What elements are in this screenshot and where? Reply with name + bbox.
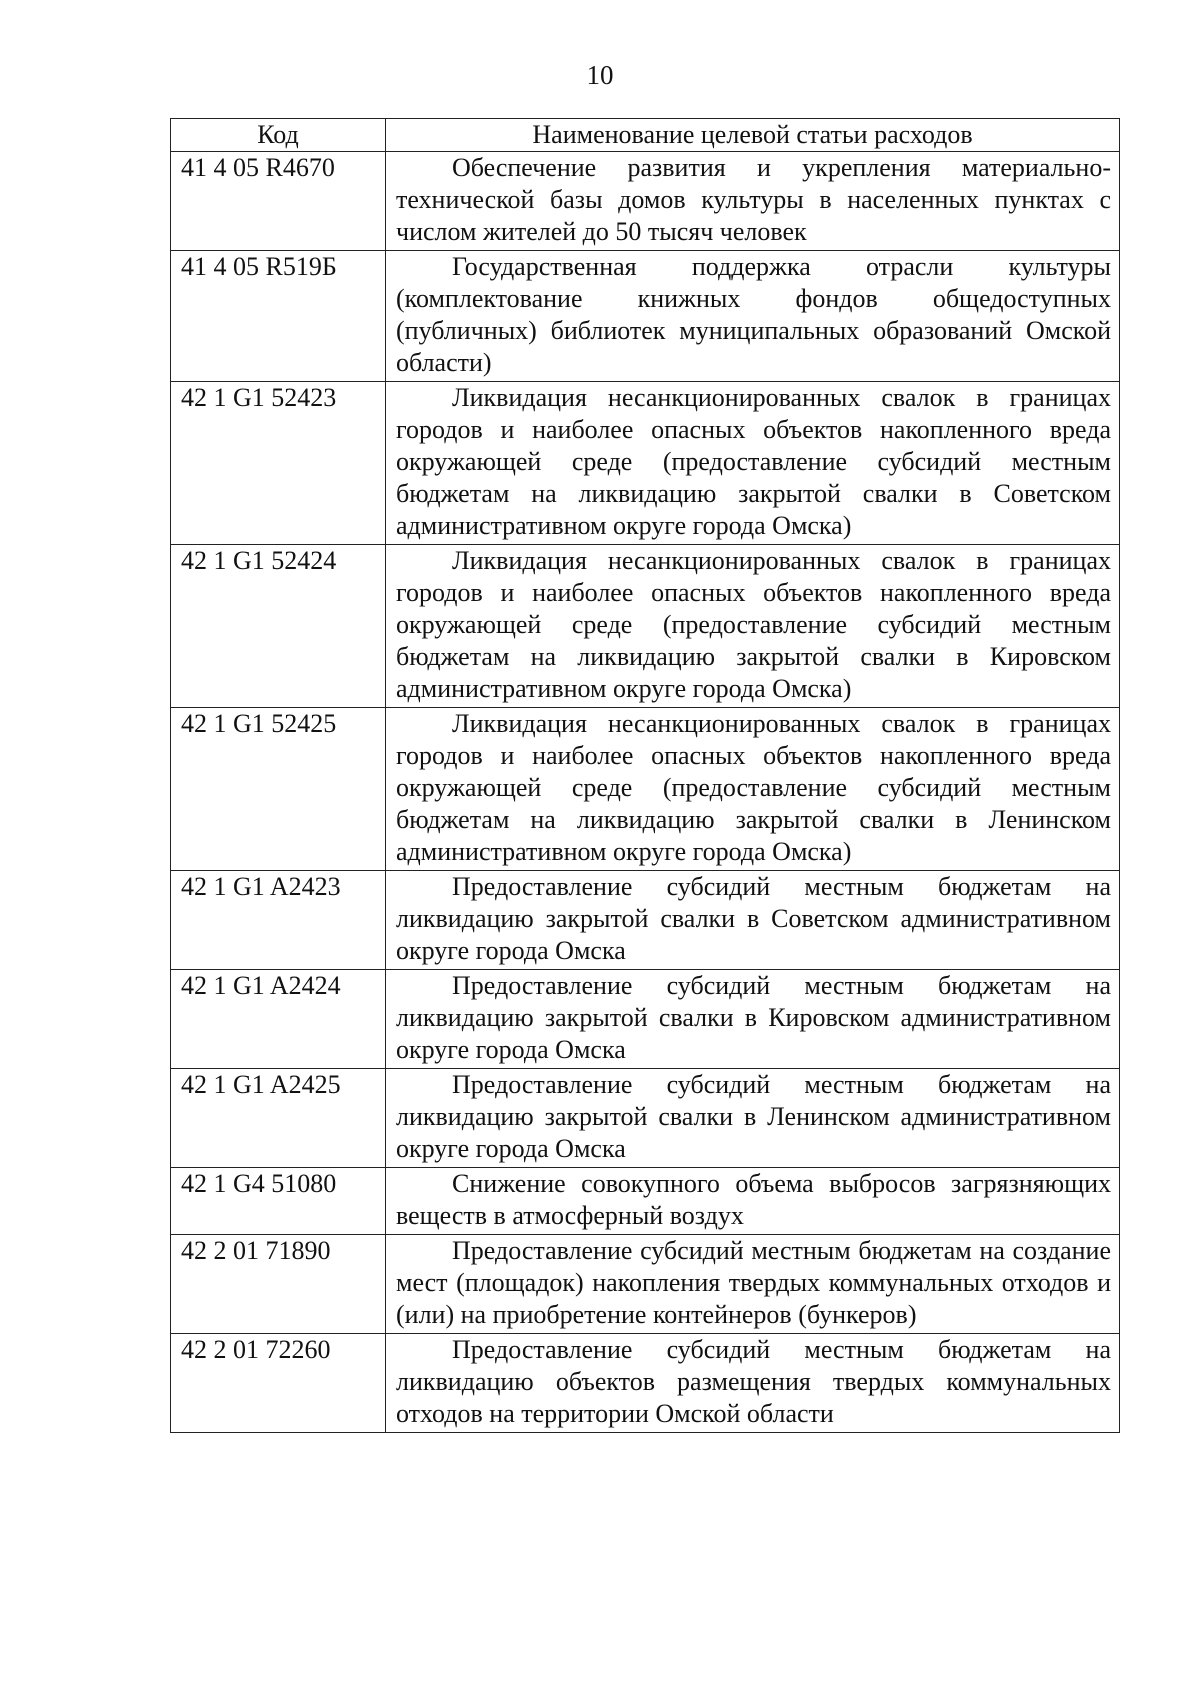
code-cell: 42 1 G1 A2425 xyxy=(171,1069,386,1168)
code-cell: 41 4 05 R519Б xyxy=(171,251,386,382)
code-cell: 42 1 G4 51080 xyxy=(171,1168,386,1235)
table-row xyxy=(171,1168,1120,1235)
code-cell: 42 1 G1 A2423 xyxy=(171,871,386,970)
table-row xyxy=(171,1235,1120,1334)
table-row xyxy=(171,708,1120,871)
code-cell: 42 1 G1 52425 xyxy=(171,708,386,871)
name-cell: Предоставление субсидий местным бюджетам на создание мест (площадок) накопления твердых коммунальных отходов и (или) на приобретение контейнеров (бункеров) xyxy=(386,1235,1120,1334)
table-row xyxy=(171,1069,1120,1168)
table-row xyxy=(171,970,1120,1069)
name-cell: Предоставление субсидий местным бюджетам на ликвидацию объектов размещения твердых коммунальных отходов на территории Омской области xyxy=(386,1334,1120,1433)
name-cell: Государственная поддержка отрасли культуры (комплектование книжных фондов общедоступных (публичных) библиотек муниципальных образований Омской области) xyxy=(386,251,1120,382)
table-row xyxy=(171,871,1120,970)
header-code: Код xyxy=(171,119,386,152)
name-cell: Предоставление субсидий местным бюджетам на ликвидацию закрытой свалки в Ленинском административном округе города Омска xyxy=(386,1069,1120,1168)
header-name: Наименование целевой статьи расходов xyxy=(386,119,1120,152)
name-cell: Ликвидация несанкционированных свалок в границах городов и наиболее опасных объектов накопленного вреда окружающей среде (предоставление субсидий местным бюджетам на ликвидацию закрытой свалки в Кировском административном округе города Омска) xyxy=(386,545,1120,708)
code-cell: 42 1 G1 52423 xyxy=(171,382,386,545)
table-row xyxy=(171,1334,1120,1433)
table-row xyxy=(171,251,1120,382)
page-number: 10 xyxy=(586,60,614,90)
name-cell: Предоставление субсидий местным бюджетам на ликвидацию закрытой свалки в Кировском административном округе города Омска xyxy=(386,970,1120,1069)
name-cell: Снижение совокупного объема выбросов загрязняющих веществ в атмосферный воздух xyxy=(386,1168,1120,1235)
table-row xyxy=(171,382,1120,545)
name-cell: Ликвидация несанкционированных свалок в границах городов и наиболее опасных объектов накопленного вреда окружающей среде (предоставление субсидий местным бюджетам на ликвидацию закрытой свалки в Ленинском административном округе города Омска) xyxy=(386,708,1120,871)
table-row xyxy=(171,545,1120,708)
code-cell: 42 2 01 71890 xyxy=(171,1235,386,1334)
name-cell: Ликвидация несанкционированных свалок в границах городов и наиболее опасных объектов накопленного вреда окружающей среде (предоставление субсидий местным бюджетам на ликвидацию закрытой свалки в Советском административном округе города Омска) xyxy=(386,382,1120,545)
expense-items-table xyxy=(170,118,1120,1433)
code-cell: 42 1 G1 52424 xyxy=(171,545,386,708)
name-cell: Обеспечение развития и укрепления материально-технической базы домов культуры в населенных пунктах с числом жителей до 50 тысяч человек xyxy=(386,152,1120,251)
code-cell: 42 1 G1 A2424 xyxy=(171,970,386,1069)
name-cell: Предоставление субсидий местным бюджетам на ликвидацию закрытой свалки в Советском административном округе города Омска xyxy=(386,871,1120,970)
code-cell: 41 4 05 R4670 xyxy=(171,152,386,251)
table-row xyxy=(171,152,1120,251)
code-cell: 42 2 01 72260 xyxy=(171,1334,386,1433)
table-header-row xyxy=(171,119,1120,152)
